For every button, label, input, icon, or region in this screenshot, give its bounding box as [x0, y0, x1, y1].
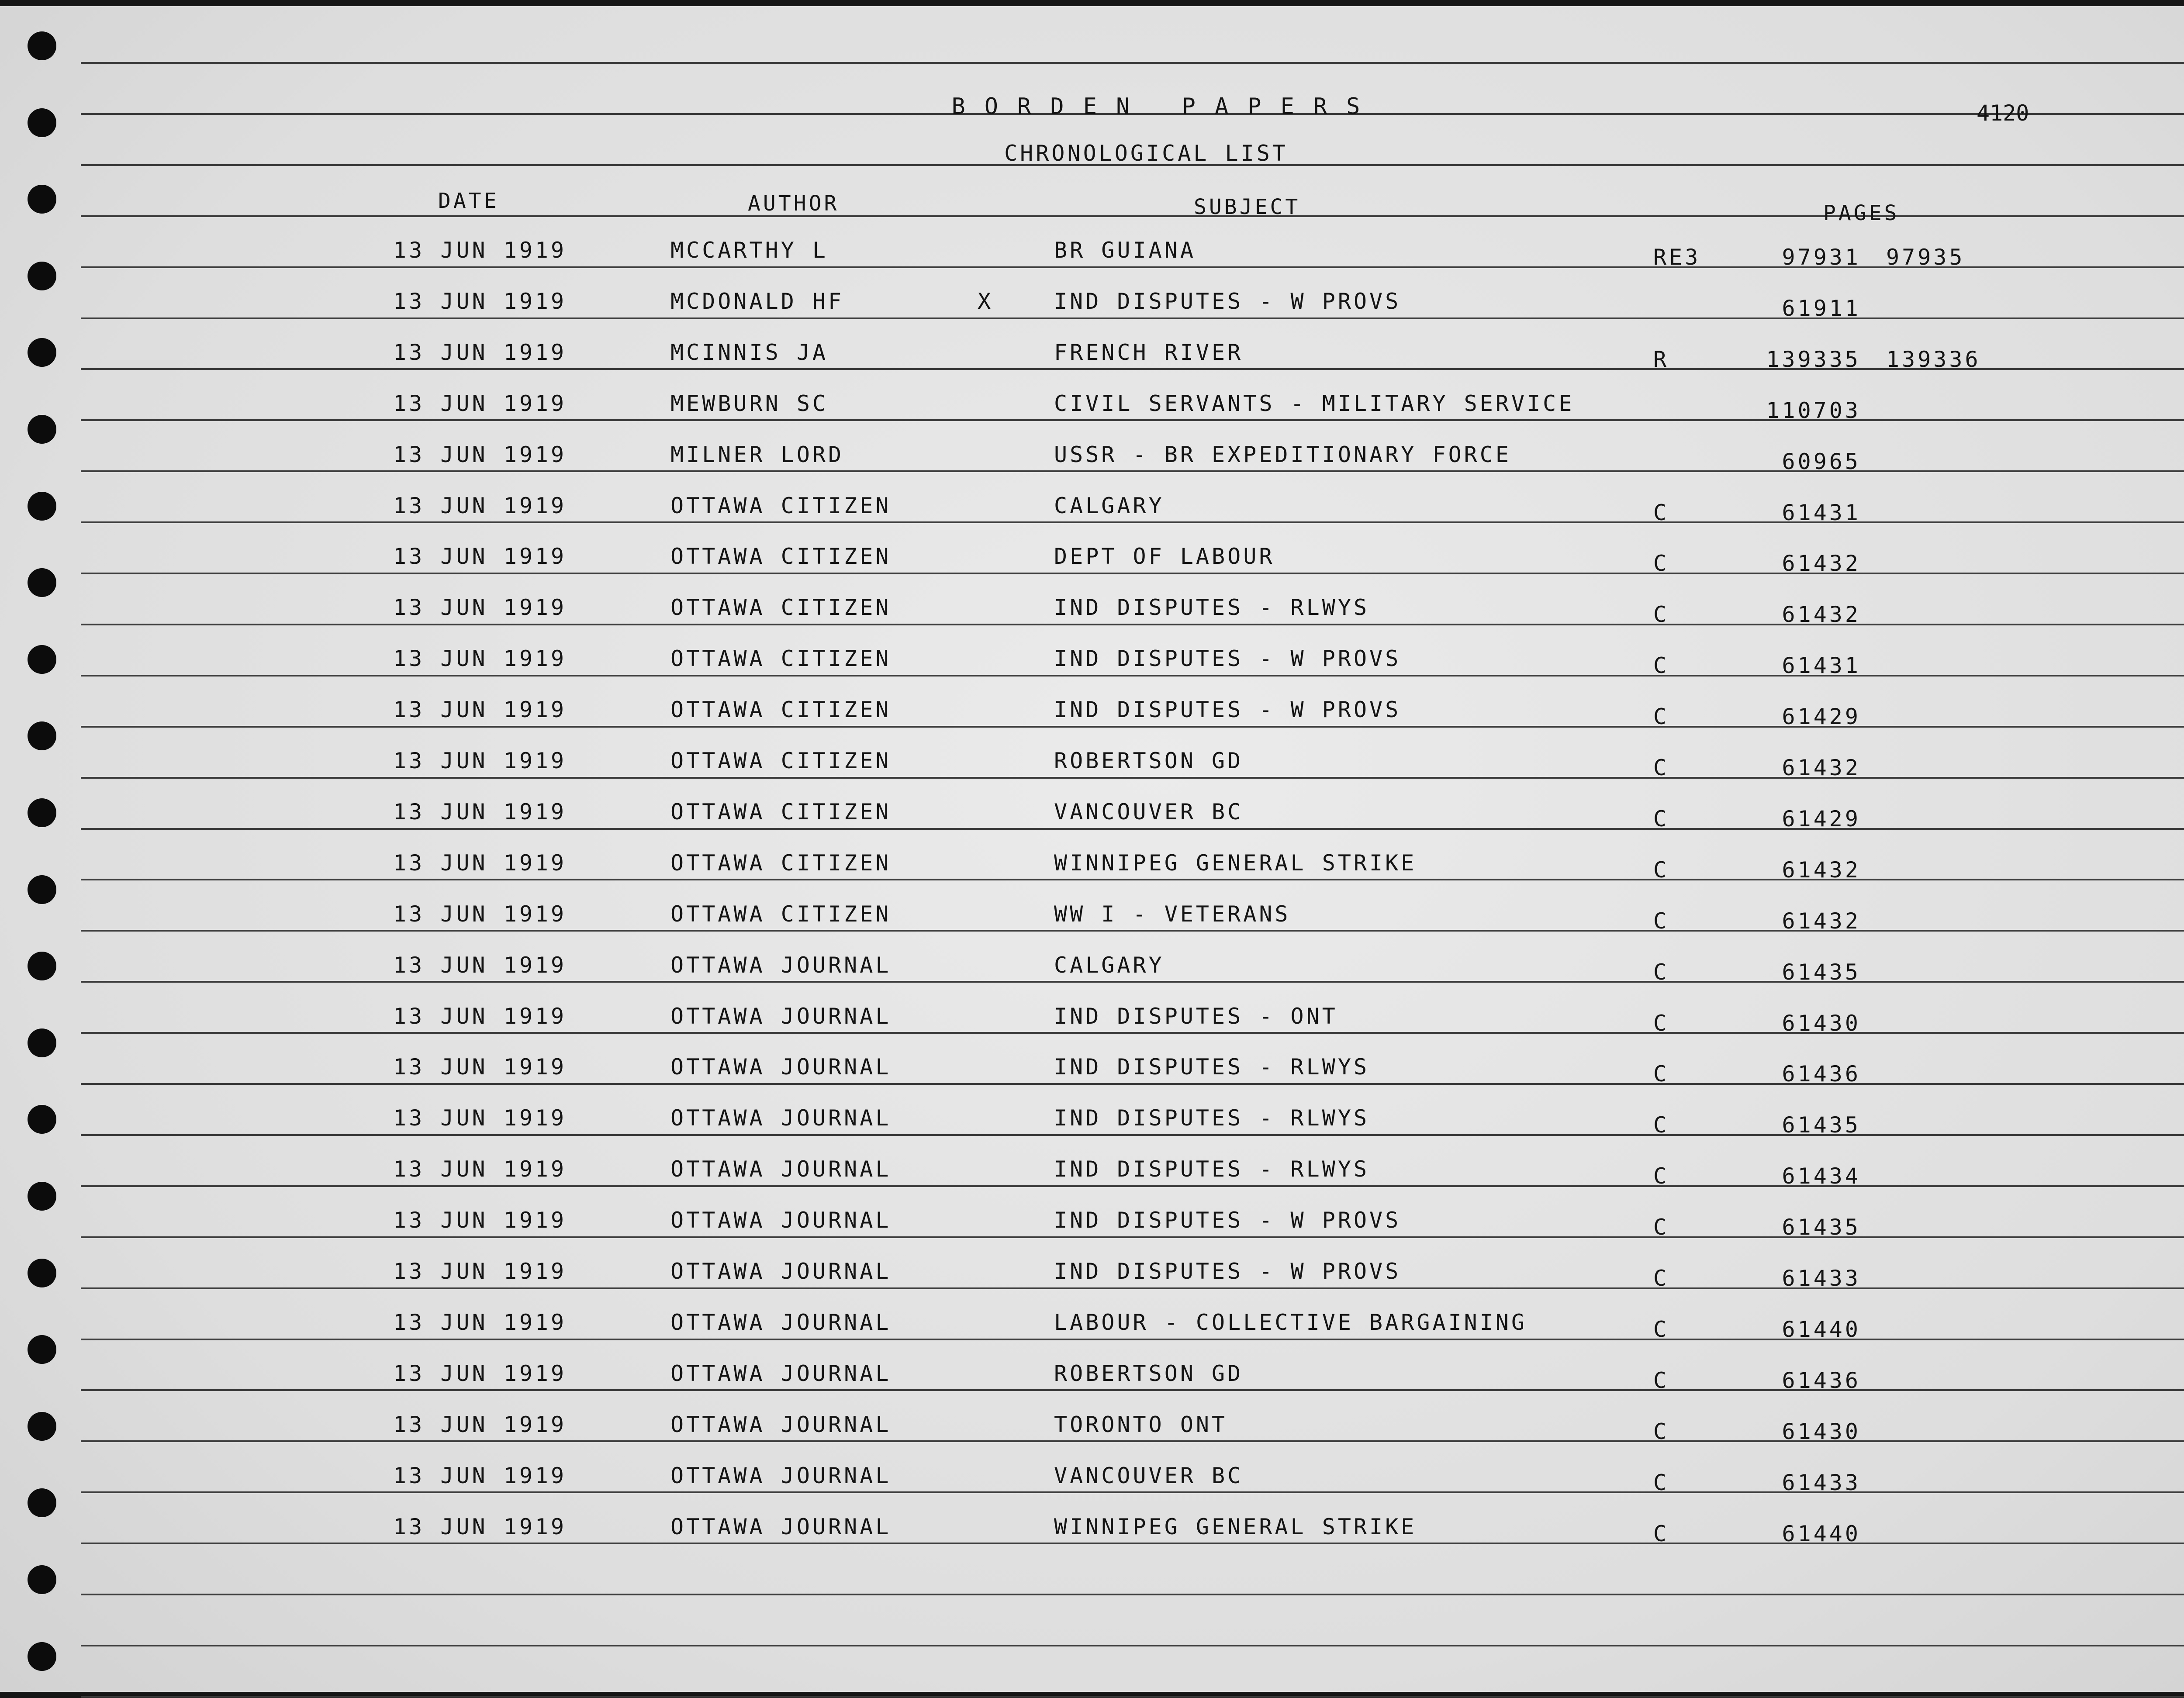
record-subject: ROBERTSON GD	[1054, 748, 1244, 773]
record-page-from: 61431	[1782, 653, 1861, 679]
record-code: C	[1653, 1061, 1669, 1087]
record-date: 13 JUN 1919	[393, 1208, 567, 1233]
list-item	[0, 850, 2184, 901]
record-page-from: 61434	[1782, 1163, 1861, 1189]
record-code: C	[1653, 908, 1669, 934]
record-date: 13 JUN 1919	[393, 493, 567, 518]
record-code: C	[1653, 1418, 1669, 1444]
record-author: OTTAWA CITIZEN	[670, 850, 892, 876]
record-page-from: 61429	[1782, 704, 1861, 730]
record-author: OTTAWA CITIZEN	[670, 748, 892, 773]
feed-hole	[28, 185, 56, 214]
record-code: C	[1653, 1010, 1669, 1036]
list-item	[0, 391, 2184, 442]
record-code: C	[1653, 1316, 1669, 1342]
record-page-from: 61429	[1782, 806, 1861, 832]
list-item	[0, 1514, 2184, 1565]
list-item	[0, 340, 2184, 390]
record-subject: TORONTO ONT	[1054, 1412, 1228, 1437]
document-subtitle: CHRONOLOGICAL LIST	[1004, 141, 1288, 166]
record-subject: DEPT OF LABOUR	[1054, 544, 1275, 569]
record-subject: IND DISPUTES - W PROVS	[1054, 1208, 1401, 1233]
record-author: MCDONALD HF	[670, 288, 844, 314]
ruled-line	[81, 62, 2184, 64]
feed-hole	[28, 1642, 56, 1671]
list-item	[0, 1054, 2184, 1105]
record-subject: IND DISPUTES - W PROVS	[1054, 646, 1401, 672]
list-item	[0, 1105, 2184, 1156]
record-date: 13 JUN 1919	[393, 544, 567, 569]
record-date: 13 JUN 1919	[393, 952, 567, 978]
list-item	[0, 238, 2184, 288]
record-subject: IND DISPUTES - RLWYS	[1054, 595, 1370, 621]
record-author: OTTAWA CITIZEN	[670, 646, 892, 672]
record-code: R	[1653, 346, 1669, 372]
record-subject: IND DISPUTES - W PROVS	[1054, 288, 1401, 314]
feed-hole	[28, 31, 56, 60]
record-subject: IND DISPUTES - W PROVS	[1054, 697, 1401, 723]
record-author: OTTAWA JOURNAL	[670, 1360, 892, 1386]
record-author: OTTAWA CITIZEN	[670, 901, 892, 927]
record-subject: USSR - BR EXPEDITIONARY FORCE	[1054, 442, 1511, 467]
list-item	[0, 544, 2184, 594]
record-code: C	[1653, 704, 1669, 730]
record-author: OTTAWA JOURNAL	[670, 1309, 892, 1335]
record-subject: CIVIL SERVANTS - MILITARY SERVICE	[1054, 390, 1575, 416]
record-code: C	[1653, 1215, 1669, 1240]
record-code: C	[1653, 1367, 1669, 1393]
record-flag: X	[978, 288, 994, 314]
record-author: MEWBURN SC	[670, 390, 829, 416]
list-item	[0, 1259, 2184, 1309]
record-subject: CALGARY	[1054, 493, 1165, 518]
list-item	[0, 1412, 2184, 1463]
list-item	[0, 748, 2184, 799]
record-page-from: 61431	[1782, 500, 1861, 525]
list-item	[0, 901, 2184, 952]
record-author: OTTAWA CITIZEN	[670, 493, 892, 518]
record-subject: VANCOUVER BC	[1054, 1463, 1244, 1488]
record-date: 13 JUN 1919	[393, 901, 567, 927]
record-subject: VANCOUVER BC	[1054, 799, 1244, 825]
record-page-from: 61435	[1782, 959, 1861, 985]
record-author: OTTAWA JOURNAL	[670, 1259, 892, 1284]
record-code: C	[1653, 653, 1669, 679]
record-code: C	[1653, 857, 1669, 883]
list-item	[0, 1463, 2184, 1514]
page-number: 4120	[1977, 100, 2029, 126]
record-page-from: 61911	[1782, 295, 1861, 321]
list-item	[0, 799, 2184, 850]
record-code: C	[1653, 755, 1669, 780]
record-page-from: 61440	[1782, 1521, 1861, 1546]
list-item	[0, 646, 2184, 697]
record-page-to: 97935	[1886, 245, 1965, 270]
ruled-line	[81, 1696, 2184, 1698]
record-page-from: 110703	[1766, 397, 1861, 423]
list-item	[0, 1208, 2184, 1258]
record-author: OTTAWA JOURNAL	[670, 1208, 892, 1233]
document-title: BORDEN PAPERS	[951, 93, 1379, 120]
record-date: 13 JUN 1919	[393, 339, 567, 365]
list-item	[0, 289, 2184, 339]
list-item	[0, 1361, 2184, 1412]
record-page-from: 61436	[1782, 1061, 1861, 1087]
record-page-from: 61432	[1782, 755, 1861, 780]
record-author: OTTAWA JOURNAL	[670, 952, 892, 978]
record-subject: CALGARY	[1054, 952, 1165, 978]
record-code: RE3	[1653, 245, 1701, 270]
list-item	[0, 1004, 2184, 1054]
record-date: 13 JUN 1919	[393, 1156, 567, 1182]
record-code: C	[1653, 806, 1669, 832]
record-author: OTTAWA JOURNAL	[670, 1003, 892, 1029]
record-subject: BR GUIANA	[1054, 238, 1196, 263]
list-item	[0, 493, 2184, 544]
record-page-from: 61430	[1782, 1010, 1861, 1036]
record-page-from: 60965	[1782, 449, 1861, 474]
record-code: C	[1653, 500, 1669, 525]
record-code: C	[1653, 959, 1669, 985]
record-subject: LABOUR - COLLECTIVE BARGAINING	[1054, 1309, 1527, 1335]
record-date: 13 JUN 1919	[393, 1003, 567, 1029]
record-page-from: 61433	[1782, 1470, 1861, 1495]
record-subject: WINNIPEG GENERAL STRIKE	[1054, 1514, 1417, 1539]
list-item	[0, 1156, 2184, 1207]
column-header-date: DATE	[438, 189, 499, 213]
record-subject: IND DISPUTES - ONT	[1054, 1003, 1338, 1029]
record-date: 13 JUN 1919	[393, 238, 567, 263]
list-item	[0, 953, 2184, 1003]
record-page-to: 139336	[1886, 346, 1981, 372]
record-date: 13 JUN 1919	[393, 646, 567, 672]
record-code: C	[1653, 602, 1669, 628]
record-page-from: 139335	[1766, 346, 1861, 372]
record-author: OTTAWA JOURNAL	[670, 1514, 892, 1539]
record-date: 13 JUN 1919	[393, 442, 567, 467]
ruled-line	[81, 1594, 2184, 1595]
record-date: 13 JUN 1919	[393, 288, 567, 314]
record-subject: IND DISPUTES - RLWYS	[1054, 1105, 1370, 1131]
record-page-from: 61435	[1782, 1215, 1861, 1240]
record-author: OTTAWA JOURNAL	[670, 1463, 892, 1488]
record-date: 13 JUN 1919	[393, 1360, 567, 1386]
record-author: OTTAWA CITIZEN	[670, 799, 892, 825]
record-date: 13 JUN 1919	[393, 595, 567, 621]
record-date: 13 JUN 1919	[393, 697, 567, 723]
record-page-from: 61432	[1782, 857, 1861, 883]
record-date: 13 JUN 1919	[393, 1514, 567, 1539]
record-date: 13 JUN 1919	[393, 1309, 567, 1335]
record-page-from: 61432	[1782, 908, 1861, 934]
record-page-from: 61433	[1782, 1266, 1861, 1291]
record-date: 13 JUN 1919	[393, 1054, 567, 1080]
record-date: 13 JUN 1919	[393, 1412, 567, 1437]
record-author: OTTAWA CITIZEN	[670, 697, 892, 723]
record-page-from: 61436	[1782, 1367, 1861, 1393]
record-code: C	[1653, 1470, 1669, 1495]
list-item	[0, 1310, 2184, 1360]
record-date: 13 JUN 1919	[393, 1105, 567, 1131]
list-item	[0, 595, 2184, 645]
record-author: OTTAWA JOURNAL	[670, 1156, 892, 1182]
record-date: 13 JUN 1919	[393, 799, 567, 825]
feed-hole	[28, 1565, 56, 1594]
record-author: MCINNIS JA	[670, 339, 829, 365]
record-subject: IND DISPUTES - RLWYS	[1054, 1156, 1370, 1182]
record-author: OTTAWA JOURNAL	[670, 1412, 892, 1437]
record-subject: WINNIPEG GENERAL STRIKE	[1054, 850, 1417, 876]
record-author: OTTAWA JOURNAL	[670, 1054, 892, 1080]
record-subject: IND DISPUTES - W PROVS	[1054, 1259, 1401, 1284]
record-subject: IND DISPUTES - RLWYS	[1054, 1054, 1370, 1080]
record-code: C	[1653, 1163, 1669, 1189]
record-code: C	[1653, 1521, 1669, 1546]
record-author: OTTAWA CITIZEN	[670, 544, 892, 569]
record-subject: WW I - VETERANS	[1054, 901, 1291, 927]
record-author: OTTAWA CITIZEN	[670, 595, 892, 621]
record-author: OTTAWA JOURNAL	[670, 1105, 892, 1131]
record-page-from: 61440	[1782, 1316, 1861, 1342]
column-header-author: AUTHOR	[748, 191, 840, 216]
record-code: C	[1653, 1112, 1669, 1138]
record-subject: FRENCH RIVER	[1054, 339, 1244, 365]
record-code: C	[1653, 551, 1669, 576]
record-page-from: 61435	[1782, 1112, 1861, 1138]
record-page-from: 61432	[1782, 602, 1861, 628]
record-subject: ROBERTSON GD	[1054, 1360, 1244, 1386]
record-date: 13 JUN 1919	[393, 850, 567, 876]
ruled-line	[81, 1645, 2184, 1646]
column-header-pages: PAGES	[1823, 201, 1900, 225]
record-page-from: 97931	[1782, 245, 1861, 270]
record-date: 13 JUN 1919	[393, 1259, 567, 1284]
column-header-subject: SUBJECT	[1194, 195, 1301, 219]
record-date: 13 JUN 1919	[393, 390, 567, 416]
record-date: 13 JUN 1919	[393, 1463, 567, 1488]
record-page-from: 61430	[1782, 1418, 1861, 1444]
record-code: C	[1653, 1266, 1669, 1291]
list-item	[0, 442, 2184, 493]
list-item	[0, 697, 2184, 748]
record-author: MILNER LORD	[670, 442, 844, 467]
record-page-from: 61432	[1782, 551, 1861, 576]
record-author: MCCARTHY L	[670, 238, 829, 263]
record-date: 13 JUN 1919	[393, 748, 567, 773]
